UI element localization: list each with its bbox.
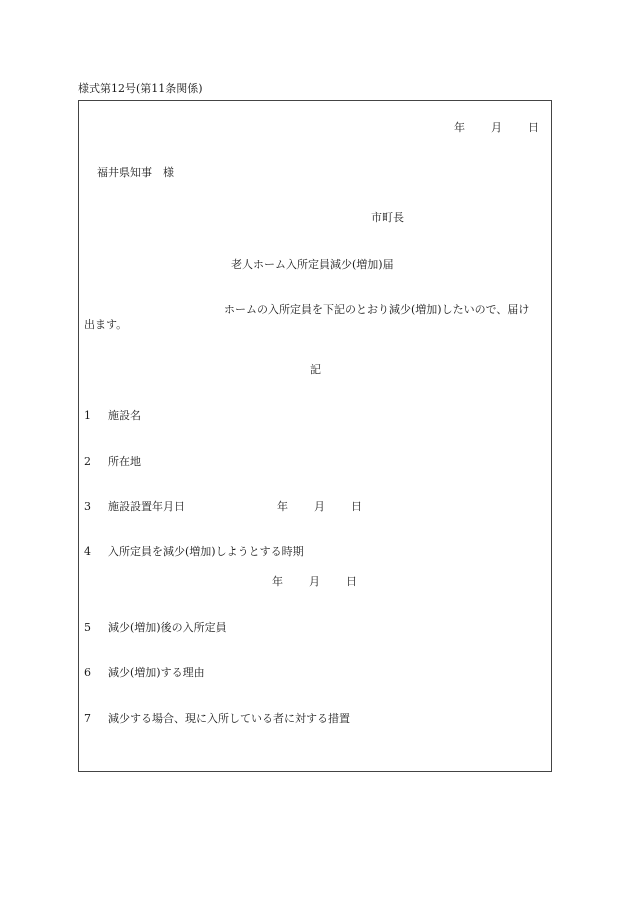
item-number: 5: [84, 621, 91, 634]
date-month: 月: [491, 121, 502, 134]
ki-heading: 記: [310, 363, 321, 376]
sender-title: 市町長: [371, 211, 404, 224]
document-title: 老人ホーム入所定員減少(増加)届: [231, 258, 394, 271]
item-3: [84, 500, 185, 514]
item-3-date: [277, 500, 362, 514]
item-label: 減少(増加)する理由: [108, 666, 205, 679]
item-label: 減少する場合、現に入所している者に対する措置: [108, 712, 350, 725]
item-5: [84, 621, 227, 635]
date-year: 年: [277, 500, 288, 513]
item-number: 2: [84, 455, 91, 468]
item-number: 7: [84, 712, 91, 725]
item-4: [84, 545, 304, 559]
body-text-line1: ホームの入所定員を下記のとおり減少(増加)したいので、届け: [224, 303, 530, 316]
date-year: 年: [454, 121, 465, 134]
date-day: 日: [346, 575, 357, 588]
date-year: 年: [272, 575, 283, 588]
date-day: 日: [528, 121, 539, 134]
item-4-date: [272, 575, 357, 589]
date-day: 日: [351, 500, 362, 513]
item-number: 1: [84, 409, 91, 422]
item-label: 所在地: [108, 455, 141, 468]
date-top: [454, 121, 539, 135]
item-label: 減少(増加)後の入所定員: [108, 621, 227, 634]
item-label: 施設設置年月日: [108, 500, 185, 513]
body-text-line2: 出ます。: [84, 318, 128, 331]
form-label: 様式第12号(第11条関係): [78, 82, 203, 95]
item-2: [84, 455, 141, 469]
item-1: [84, 409, 141, 423]
item-label: 入所定員を減少(増加)しようとする時期: [108, 545, 304, 558]
item-number: 6: [84, 666, 91, 679]
item-number: 4: [84, 545, 91, 558]
item-7: [84, 712, 350, 726]
date-month: 月: [309, 575, 320, 588]
addressee: 福井県知事 様: [97, 166, 174, 179]
item-label: 施設名: [108, 409, 141, 422]
item-number: 3: [84, 500, 91, 513]
item-6: [84, 666, 205, 680]
date-month: 月: [314, 500, 325, 513]
